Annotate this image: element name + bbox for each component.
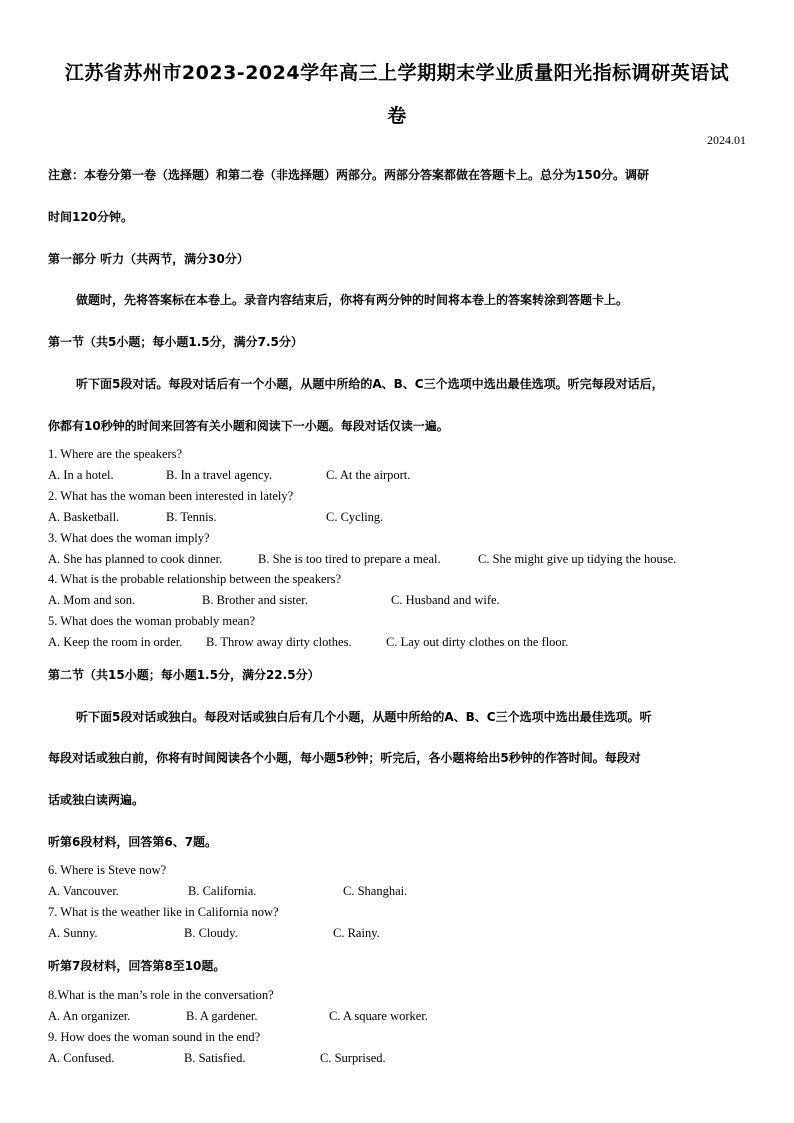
option-b: B. In a travel agency. [166, 468, 273, 482]
option-a: A. An organizer. [48, 1009, 131, 1023]
question-5: 5. What does the woman probably mean? [48, 614, 256, 628]
question-3: 3. What does the woman imply? [48, 531, 210, 545]
exam-title-line2: 卷 [387, 105, 407, 127]
section1-heading: 第一节（共5小题；每小题1.5分，满分7.5分） [48, 335, 303, 349]
option-c: C. Cycling. [326, 510, 384, 524]
option-b: B. Satisfied. [184, 1051, 246, 1065]
question-2: 2. What has the woman been interested in lately? [48, 489, 294, 503]
option-c: C. Husband and wife. [391, 593, 500, 607]
notice-line1: 注意：本卷分第一卷（选择题）和第二卷（非选择题）两部分。两部分答案都做在答题卡上。总分为150分。调研 [48, 168, 650, 182]
exam-title-line1: 江苏省苏州市2023-2024学年高三上学期期末学业质量阳光指标调研英语试 [64, 62, 730, 84]
section2-instruction-line1: 听下面5段对话或独白。每段对话或独白后有几个小题，从题中所给的A、B、C三个选项中选出最佳选项。听 [76, 710, 652, 724]
section2-instruction-line3: 话或独白读两遍。 [48, 793, 145, 807]
option-c: C. Shanghai. [343, 884, 408, 898]
option-b: B. Throw away dirty clothes. [206, 635, 352, 649]
option-a: A. Mom and son. [48, 593, 136, 607]
option-c: C. Rainy. [333, 926, 380, 940]
option-a: A. She has planned to cook dinner. [48, 552, 223, 566]
option-b: B. California. [188, 884, 257, 898]
option-a: A. Basketball. [48, 510, 120, 524]
option-b: B. Brother and sister. [202, 593, 308, 607]
question-9: 9. How does the woman sound in the end? [48, 1030, 261, 1044]
question-7: 7. What is the weather like in California now? [48, 905, 279, 919]
part1-heading: 第一部分 听力（共两节，满分30分） [48, 252, 249, 266]
option-c: C. She might give up tidying the house. [478, 552, 677, 566]
question-1: 1. Where are the speakers? [48, 447, 183, 461]
section2-instruction-line2: 每段对话或独白前，你将有时间阅读各个小题，每小题5秒钟；听完后，各小题将给出5秒钟的作答时间。每段对 [48, 751, 641, 765]
option-b: B. She is too tired to prepare a meal. [258, 552, 441, 566]
question-6: 6. Where is Steve now? [48, 863, 167, 877]
option-a: A. Sunny. [48, 926, 98, 940]
option-c: C. A square worker. [329, 1009, 428, 1023]
option-a: A. Vancouver. [48, 884, 119, 898]
option-a: A. In a hotel. [48, 468, 114, 482]
option-b: B. Tennis. [166, 510, 217, 524]
option-c: C. Surprised. [320, 1051, 386, 1065]
option-a: A. Keep the room in order. [48, 635, 183, 649]
option-c: C. At the airport. [326, 468, 411, 482]
section1-instruction-line1: 听下面5段对话。每段对话后有一个小题，从题中所给的A、B、C三个选项中选出最佳选项。听完每段对话后， [76, 377, 664, 391]
question-4: 4. What is the probable relationship between the speakers? [48, 572, 342, 586]
option-b: B. Cloudy. [184, 926, 238, 940]
notice-line2: 时间120分钟。 [48, 210, 134, 224]
section2-heading: 第二节（共15小题；每小题1.5分，满分22.5分） [48, 668, 320, 682]
exam-date: 2024.01 [707, 133, 746, 147]
option-b: B. A gardener. [186, 1009, 258, 1023]
question-8: 8.What is the man’s role in the conversation? [48, 988, 274, 1002]
option-a: A. Confused. [48, 1051, 115, 1065]
material7-heading: 听第7段材料，回答第8至10题。 [48, 959, 226, 973]
part1-instruction: 做题时，先将答案标在本卷上。录音内容结束后，你将有两分钟的时间将本卷上的答案转涂到答题卡上。 [76, 293, 629, 307]
option-c: C. Lay out dirty clothes on the floor. [386, 635, 569, 649]
section1-instruction-line2: 你都有10秒钟的时间来回答有关小题和阅读下一小题。每段对话仅读一遍。 [48, 419, 449, 433]
material6-heading: 听第6段材料，回答第6、7题。 [48, 835, 218, 849]
